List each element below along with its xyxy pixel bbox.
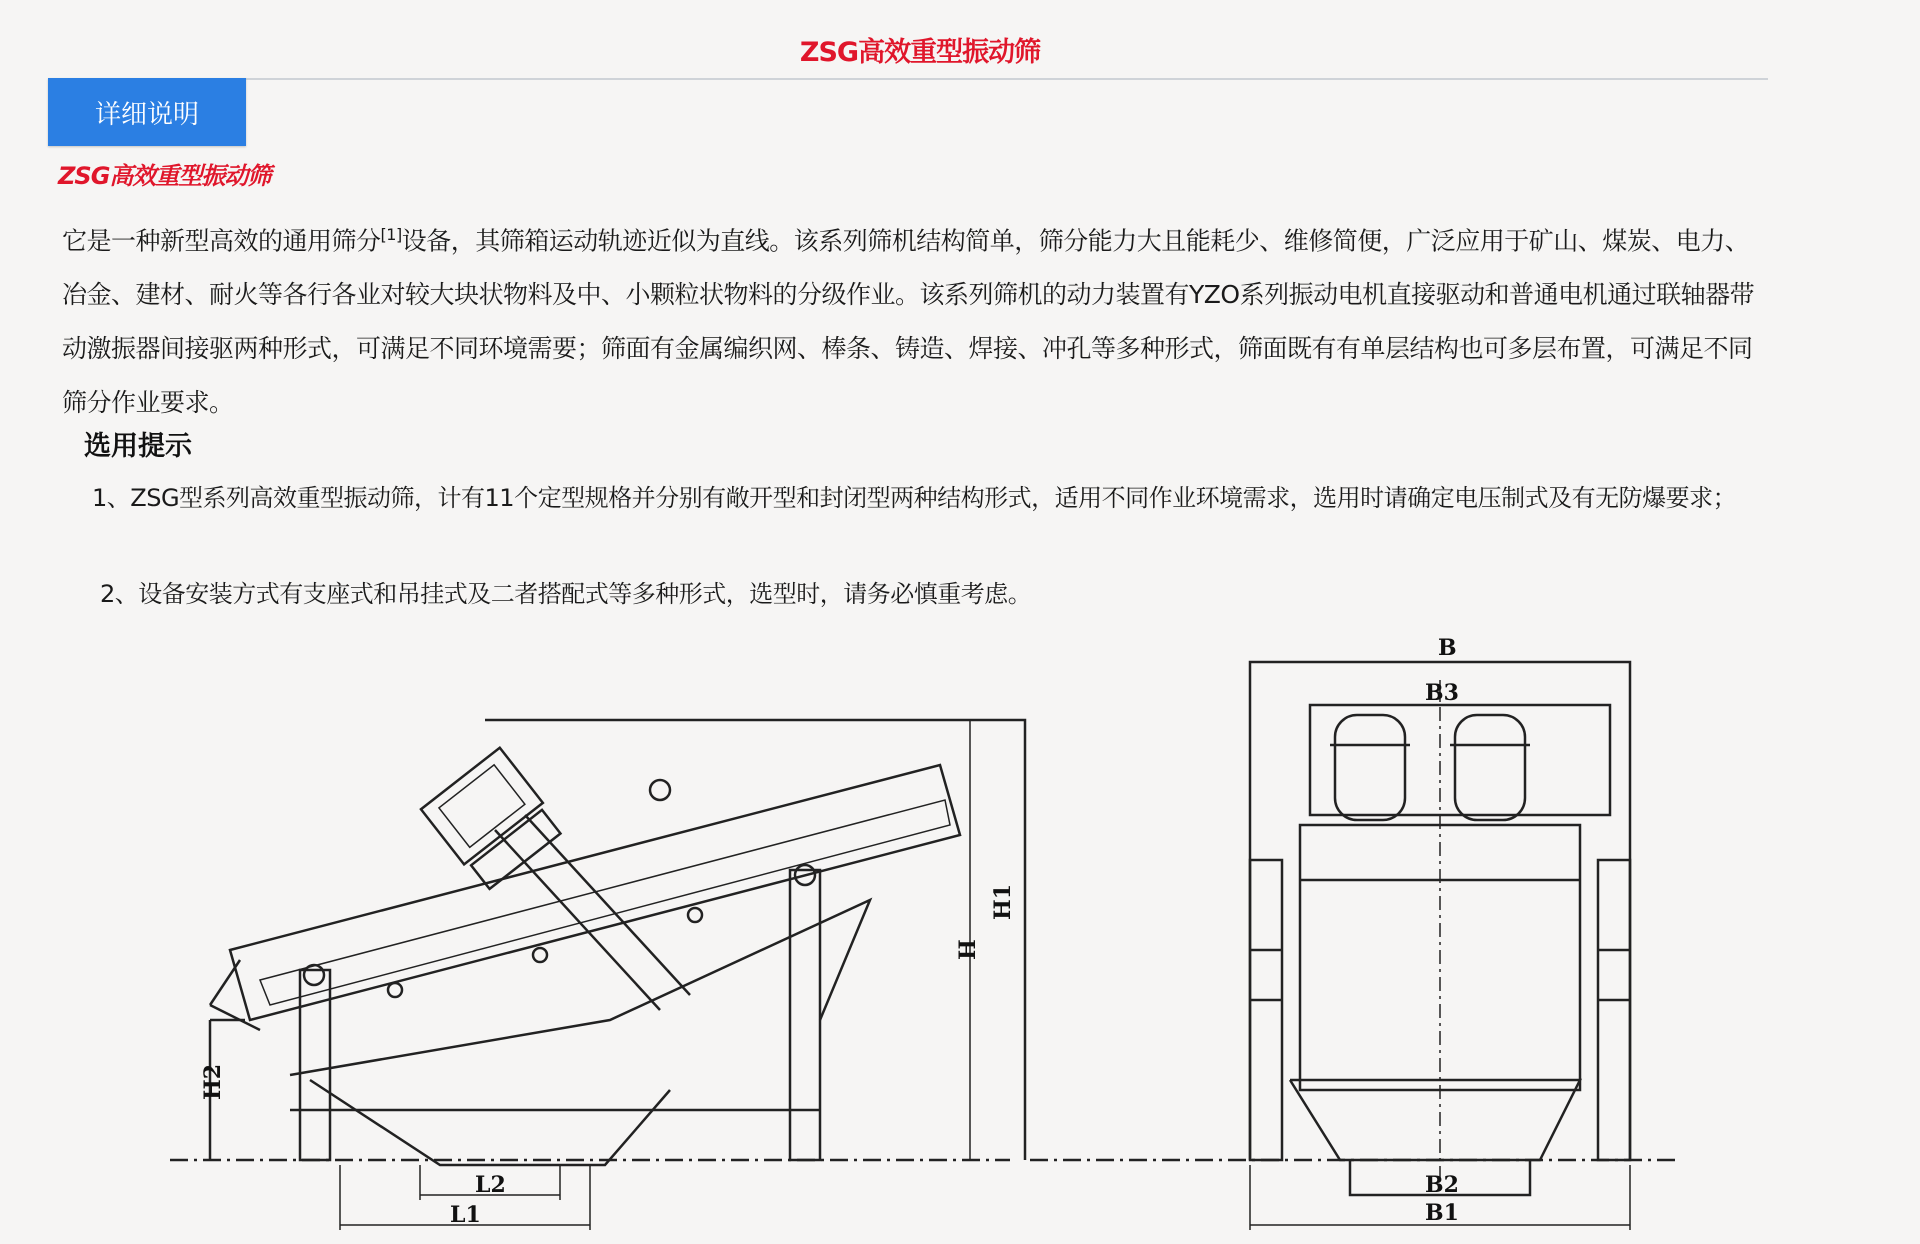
intro-text-part-2: 设备，其筛箱运动轨迹近似为直线。该系列筛机结构简单，筛分能力大且能耗少、维修简便，广泛应用于矿山、煤炭、电力、冶金、建材、耐火等各行各业对较大块状物料及中、小颗粒状物料的分级作业。该系列筛机的动力装置有YZO系列振动电机直接驱动和普通电机通过联轴器带动激振器间接驱两种形式，可满足不同环境需要；筛面有金属编织网、棒条、铸造、焊接、冲孔等多种形式，筛面既有有单层结构也可多层布置，可满足不同筛分作业要求。: [62, 226, 1755, 418]
dim-label-H1: H1: [990, 883, 1016, 920]
section-subtitle: ZSG高效重型振动筛: [58, 162, 271, 190]
dim-label-B: B: [1438, 635, 1457, 661]
front-view: [1250, 662, 1630, 1230]
tab-details[interactable]: 详细说明: [48, 78, 246, 146]
dim-label-H: H: [955, 939, 981, 960]
dim-label-B3: B3: [1425, 680, 1459, 706]
side-view: [170, 720, 1680, 1230]
intro-text-part-1: 它是一种新型高效的通用筛分: [62, 226, 381, 256]
tip-item-1: 1、ZSG型系列高效重型振动筛，计有11个定型规格并分别有敞开型和封闭型两种结构形式，适用不同作业环境需求，选用时请确定电压制式及有无防爆要求；: [92, 484, 1737, 512]
tab-bar: [48, 78, 1768, 80]
dim-label-L2: L2: [475, 1172, 506, 1198]
dim-label-L1: L1: [450, 1202, 481, 1228]
page-title: ZSG高效重型振动筛: [799, 37, 1041, 68]
tip-item-2: 2、设备安装方式有支座式和吊挂式及二者搭配式等多种形式，选型时，请务必慎重考虑。: [100, 580, 1032, 608]
reference-link[interactable]: [1]: [380, 225, 402, 244]
dim-label-B2: B2: [1425, 1172, 1459, 1198]
dim-label-B1: B1: [1425, 1200, 1459, 1226]
dim-label-H2: H2: [200, 1063, 226, 1100]
intro-paragraph: [62, 208, 1762, 430]
vibrating-screen-diagram: [150, 620, 1690, 1240]
tips-heading: 选用提示: [84, 431, 192, 462]
